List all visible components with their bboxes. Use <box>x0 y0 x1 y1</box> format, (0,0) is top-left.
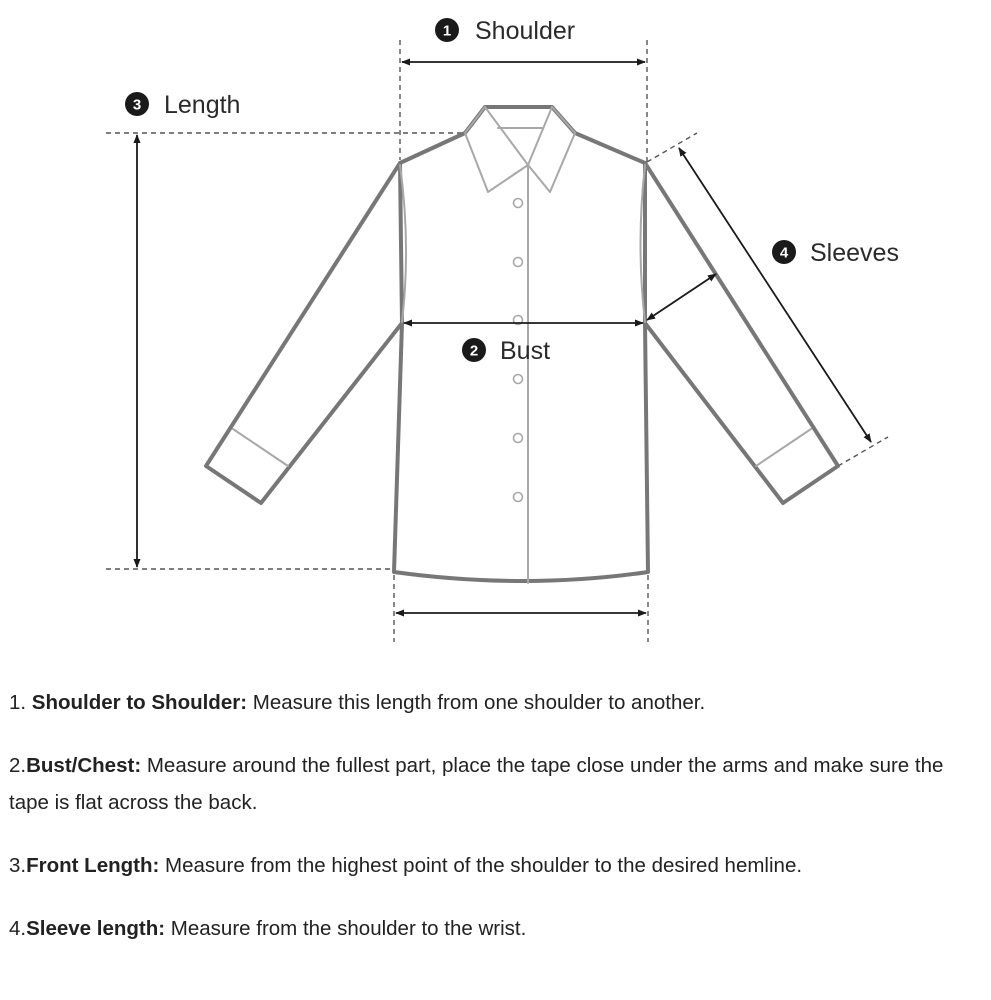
button <box>514 258 523 267</box>
collar-left <box>465 107 528 192</box>
label-bust <box>462 337 550 365</box>
note-sleeve <box>9 910 969 947</box>
note-text: Measure this length from one shoulder to another. <box>247 691 706 714</box>
note-shoulder <box>9 684 969 721</box>
button <box>514 199 523 208</box>
note-text: Measure from the shoulder to the wrist. <box>165 917 527 940</box>
button <box>514 493 523 502</box>
sleeve-arrow <box>679 148 871 442</box>
right-sleeve <box>645 163 838 503</box>
label-shoulder <box>435 17 575 45</box>
sleeve-top-guide <box>647 133 697 162</box>
label-shoulder-text: Shoulder <box>475 17 576 45</box>
note-bust <box>9 747 969 821</box>
badge-sleeves-number: 4 <box>779 244 789 262</box>
button <box>514 434 523 443</box>
right-cuff-line <box>756 429 811 466</box>
label-sleeves <box>772 239 899 267</box>
note-number: 3. <box>9 854 27 877</box>
button <box>514 375 523 384</box>
note-term: Front Length: <box>26 854 160 877</box>
note-number: 4. <box>9 917 27 940</box>
note-text: Measure around the fullest part, place the tape close under the arms and make sure the tape is flat across the back. <box>9 754 944 814</box>
note-term: Shoulder to Shoulder: <box>31 691 248 714</box>
label-length <box>125 91 240 119</box>
armhole-arrow <box>647 274 716 320</box>
label-length-text: Length <box>164 91 241 119</box>
measurement-instructions <box>9 684 969 973</box>
badge-shoulder-number: 1 <box>442 22 452 40</box>
left-sleeve <box>206 163 402 503</box>
sleeve-bottom-guide <box>838 437 888 466</box>
note-term: Sleeve length: <box>26 917 166 940</box>
note-length <box>9 847 969 884</box>
collar-stitch-left <box>485 107 528 165</box>
note-number: 1. <box>9 691 32 714</box>
label-bust-text: Bust <box>500 337 551 365</box>
note-term: Bust/Chest: <box>26 754 142 777</box>
guide-lines <box>106 40 888 642</box>
label-sleeves-text: Sleeves <box>810 239 899 267</box>
note-text: Measure from the highest point of the shoulder to the desired hemline. <box>159 854 803 877</box>
left-cuff-line <box>233 429 288 466</box>
badge-length-number: 3 <box>132 96 142 114</box>
collar-stitch-right <box>528 107 552 165</box>
note-number: 2. <box>9 754 27 777</box>
badge-bust-number: 2 <box>469 342 479 360</box>
